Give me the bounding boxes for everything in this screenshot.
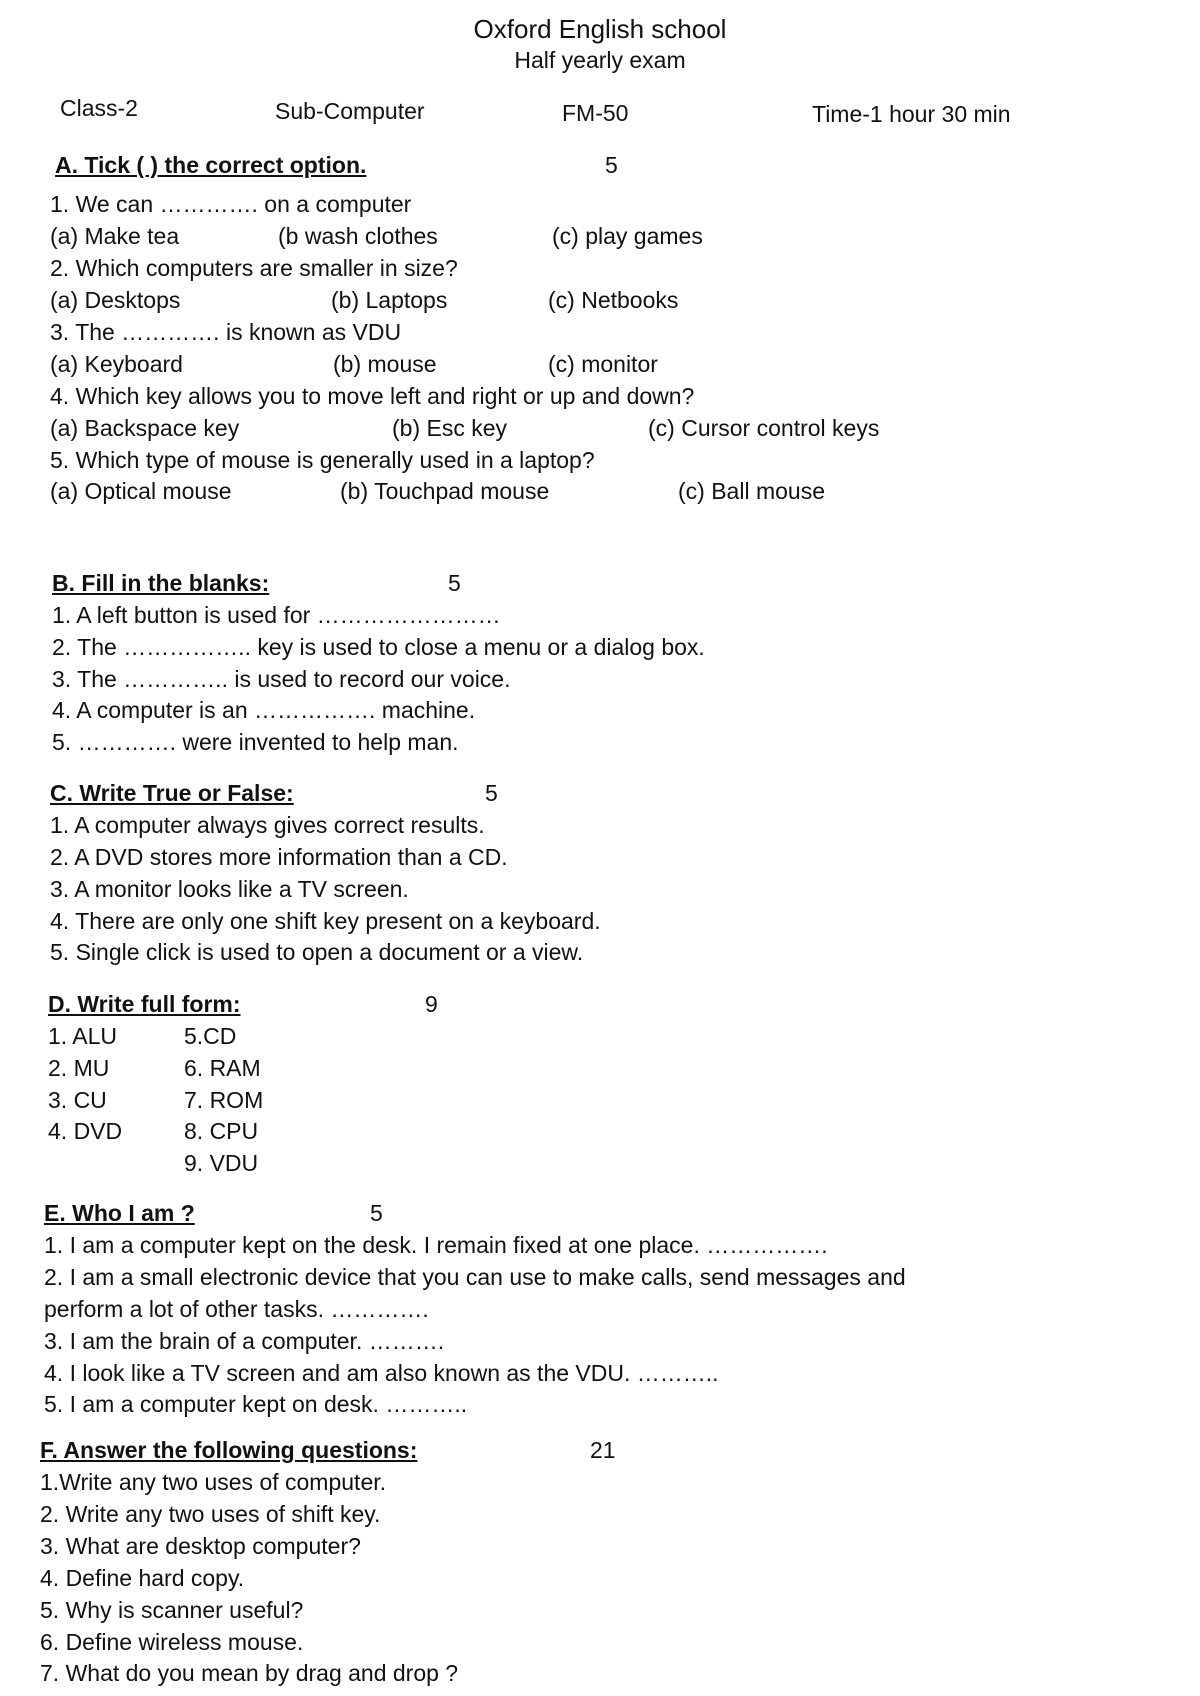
who-am-i-5: 5. I am a computer kept on desk. ……….. <box>44 1391 468 1417</box>
option-a2-c: (c) Netbooks <box>548 287 679 313</box>
full-form-9: 9. VDU <box>184 1150 259 1176</box>
section-f-marks: 21 <box>590 1437 616 1463</box>
subject-label: Sub-Computer <box>275 98 425 124</box>
fill-blank-3: 3. The ………….. is used to record our voice. <box>52 666 511 692</box>
fill-blank-4: 4. A computer is an ……………. machine. <box>52 697 476 723</box>
section-c-title: C. Write True or False: <box>50 780 294 806</box>
option-a5-c: (c) Ball mouse <box>678 478 825 504</box>
section-f-title: F. Answer the following questions: <box>40 1437 418 1463</box>
full-form-3: 3. CU <box>48 1087 107 1113</box>
full-form-6: 6. RAM <box>184 1055 261 1081</box>
answer-question-4: 4. Define hard copy. <box>40 1565 245 1591</box>
full-form-8: 8. CPU <box>184 1118 259 1144</box>
who-am-i-2: 2. I am a small electronic device that you can use to make calls, send messages and <box>44 1264 906 1290</box>
school-name: Oxford English school <box>473 14 727 44</box>
full-form-5: 5.CD <box>184 1023 237 1049</box>
who-am-i-4: 4. I look like a TV screen and am also known as the VDU. ……….. <box>44 1360 719 1386</box>
option-a1-c: (c) play games <box>552 223 703 249</box>
fill-blank-1: 1. A left button is used for …………………… <box>52 602 501 628</box>
section-d-title: D. Write full form: <box>48 991 241 1017</box>
option-a2-b: (b) Laptops <box>331 287 448 313</box>
true-false-4: 4. There are only one shift key present on a keyboard. <box>50 908 601 934</box>
option-a4-c: (c) Cursor control keys <box>648 415 880 441</box>
answer-question-6: 6. Define wireless mouse. <box>40 1629 304 1655</box>
option-a3-c: (c) monitor <box>548 351 658 377</box>
answer-question-2: 2. Write any two uses of shift key. <box>40 1501 381 1527</box>
full-marks-label: FM-50 <box>562 100 629 126</box>
class-label: Class-2 <box>60 95 138 121</box>
question-a3: 3. The …………. is known as VDU <box>50 319 402 345</box>
true-false-3: 3. A monitor looks like a TV screen. <box>50 876 409 902</box>
section-a-marks: 5 <box>605 152 618 178</box>
section-e-marks: 5 <box>370 1200 383 1226</box>
full-form-4: 4. DVD <box>48 1118 123 1144</box>
exam-title: Half yearly exam <box>514 47 686 73</box>
fill-blank-2: 2. The …………….. key is used to close a menu or a dialog box. <box>52 634 705 660</box>
answer-question-1: 1.Write any two uses of computer. <box>40 1469 387 1495</box>
who-am-i-3: 3. I am the brain of a computer. ………. <box>44 1328 445 1354</box>
section-a-title: A. Tick ( ) the correct option. <box>55 152 367 178</box>
true-false-2: 2. A DVD stores more information than a CD. <box>50 844 508 870</box>
question-a2: 2. Which computers are smaller in size? <box>50 255 458 281</box>
true-false-5: 5. Single click is used to open a document or a view. <box>50 939 584 965</box>
option-a3-b: (b) mouse <box>333 351 437 377</box>
who-am-i-2-cont: perform a lot of other tasks. …………. <box>44 1296 429 1322</box>
fill-blank-5: 5. …………. were invented to help man. <box>52 729 459 755</box>
true-false-1: 1. A computer always gives correct results. <box>50 812 485 838</box>
section-e-title: E. Who I am ? <box>44 1200 195 1226</box>
option-a5-b: (b) Touchpad mouse <box>340 478 550 504</box>
time-label: Time-1 hour 30 min <box>812 101 1011 127</box>
question-a5: 5. Which type of mouse is generally used in a laptop? <box>50 447 595 473</box>
full-form-7: 7. ROM <box>184 1087 264 1113</box>
section-b-marks: 5 <box>448 570 461 596</box>
option-a4-a: (a) Backspace key <box>50 415 240 441</box>
option-a3-a: (a) Keyboard <box>50 351 183 377</box>
section-d-marks: 9 <box>425 991 438 1017</box>
option-a2-a: (a) Desktops <box>50 287 181 313</box>
option-a1-a: (a) Make tea <box>50 223 180 249</box>
answer-question-7: 7. What do you mean by drag and drop ? <box>40 1660 459 1686</box>
full-form-1: 1. ALU <box>48 1023 118 1049</box>
question-a4: 4. Which key allows you to move left and right or up and down? <box>50 383 695 409</box>
section-b-title: B. Fill in the blanks: <box>52 570 270 596</box>
answer-question-3: 3. What are desktop computer? <box>40 1533 361 1559</box>
option-a1-b: (b wash clothes <box>278 223 438 249</box>
option-a4-b: (b) Esc key <box>392 415 508 441</box>
answer-question-5: 5. Why is scanner useful? <box>40 1597 304 1623</box>
section-c-marks: 5 <box>485 780 498 806</box>
who-am-i-1: 1. I am a computer kept on the desk. I remain fixed at one place. ……………. <box>44 1232 828 1258</box>
question-a1: 1. We can …………. on a computer <box>50 191 412 217</box>
option-a5-a: (a) Optical mouse <box>50 478 232 504</box>
full-form-2: 2. MU <box>48 1055 110 1081</box>
